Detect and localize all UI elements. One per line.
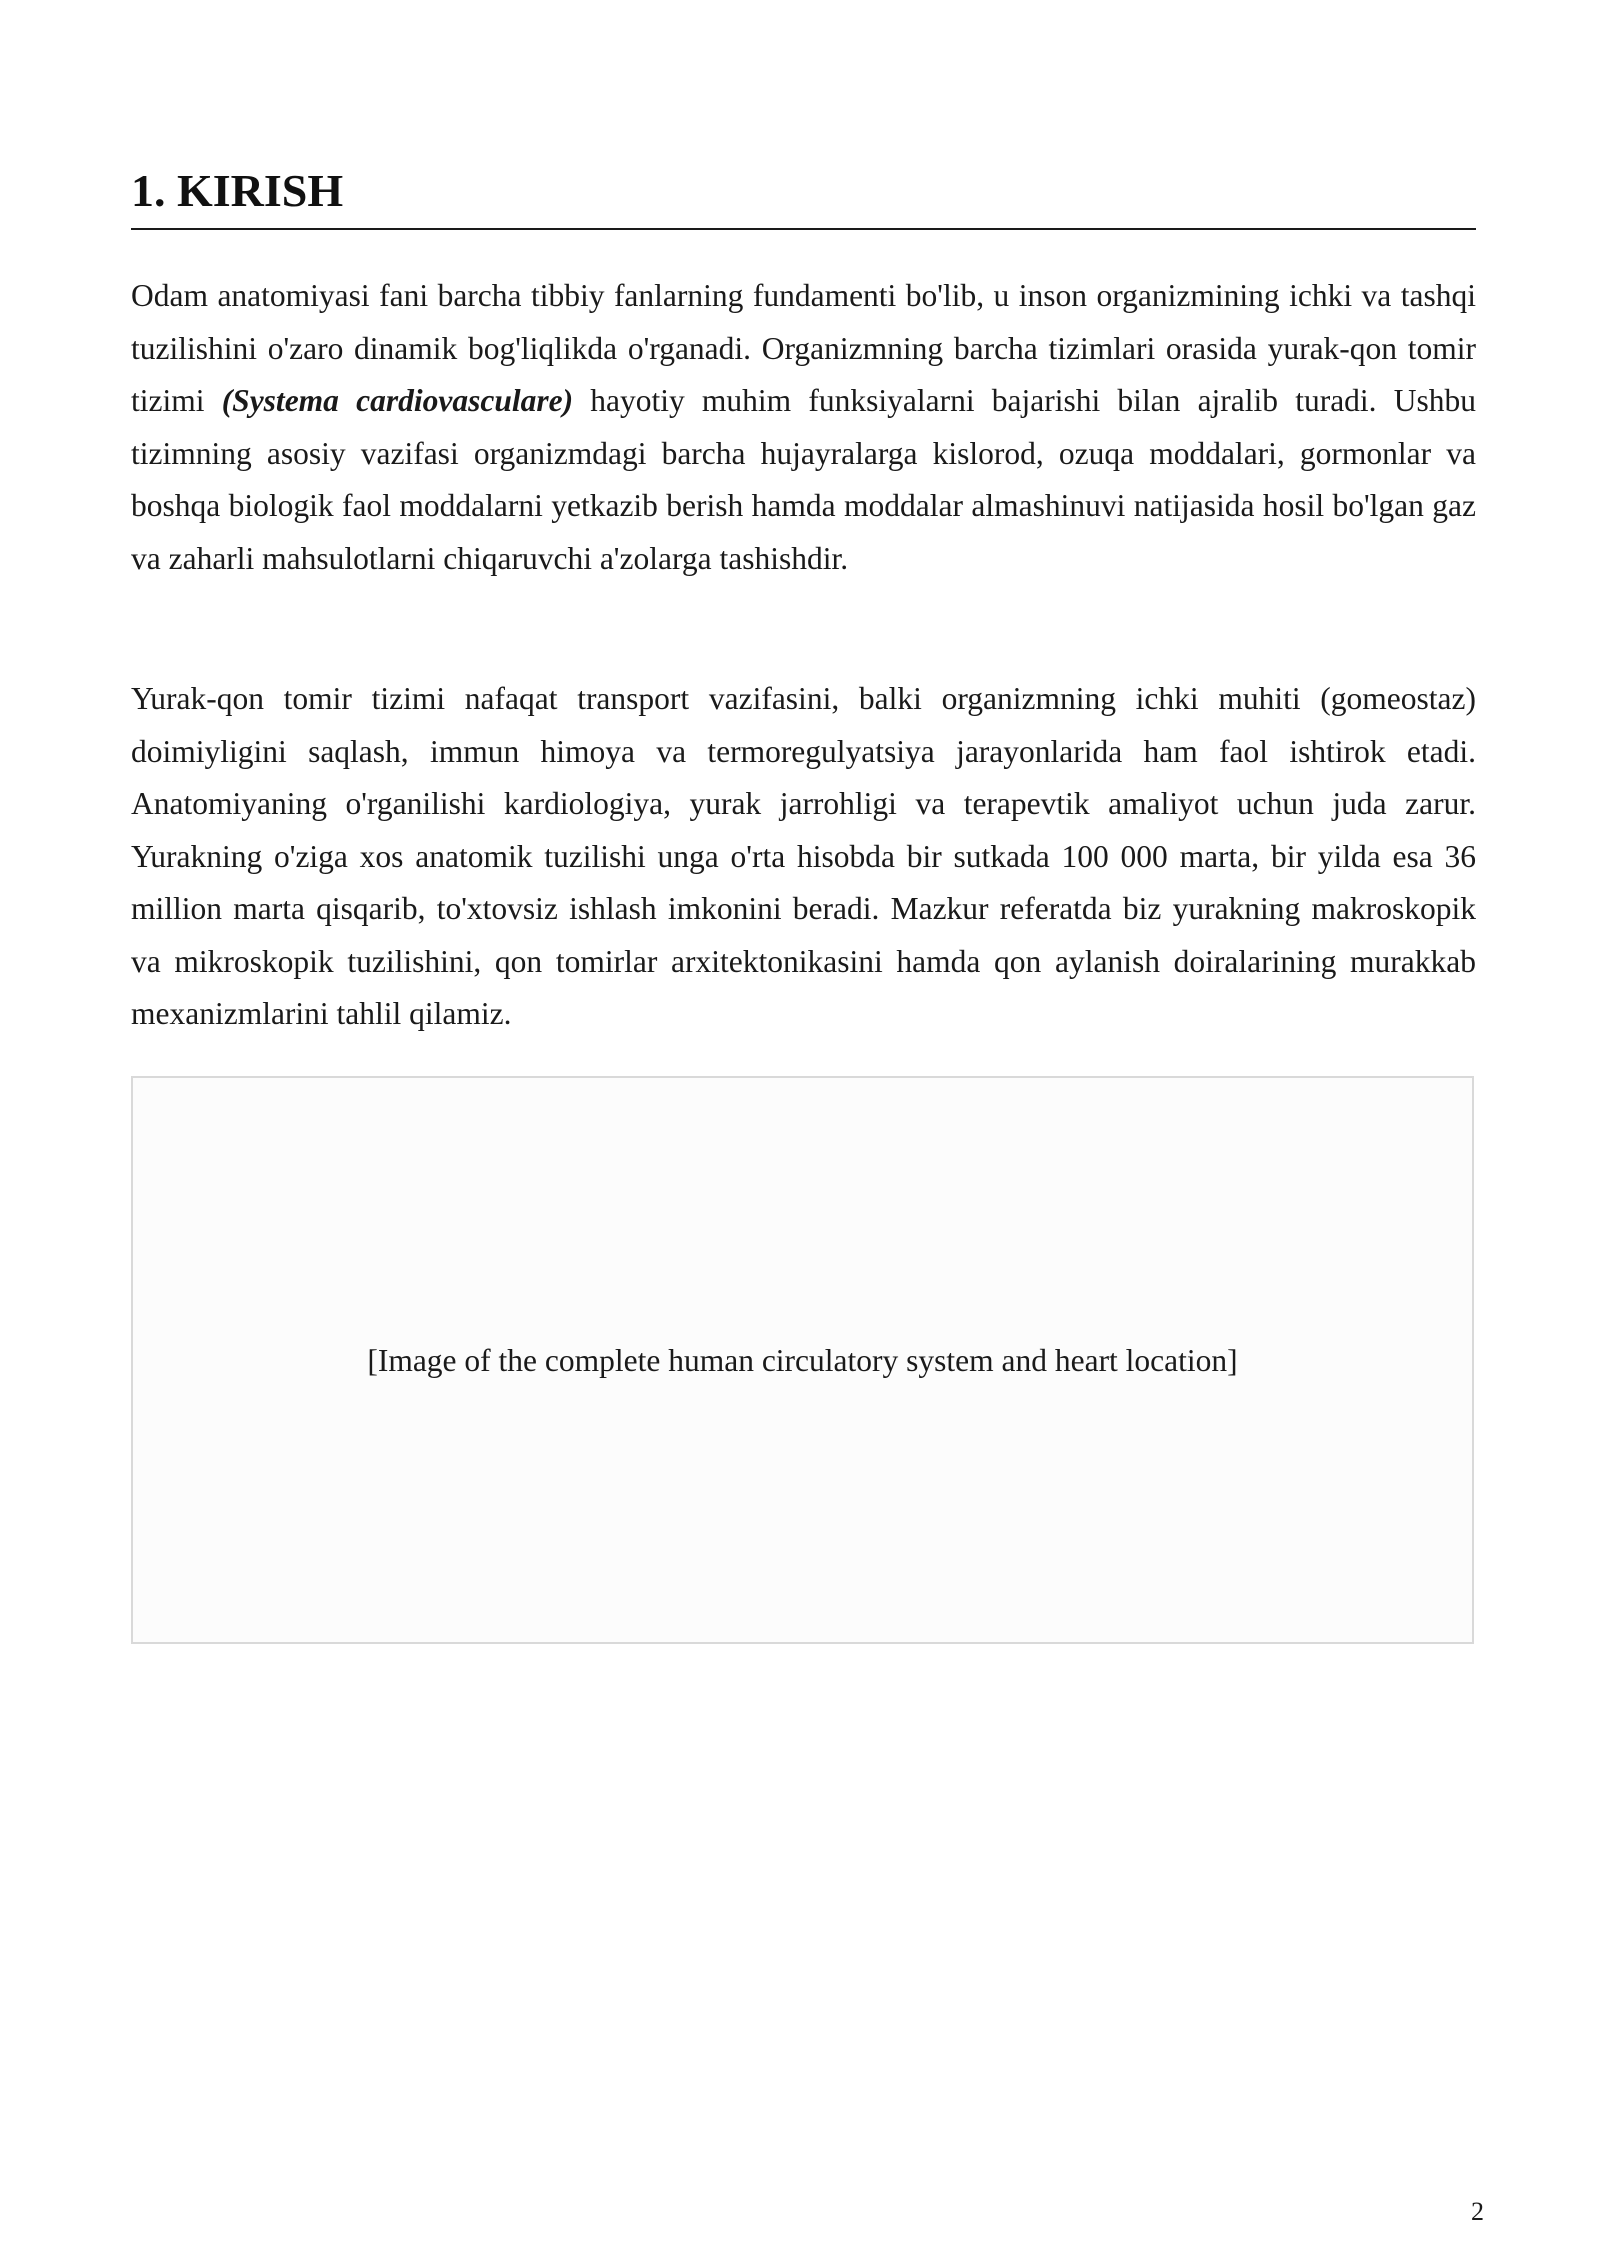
intro-paragraph-1 [131,270,1476,585]
paragraph-text: hayotiy muhim funksiyalarni bajarishi bilan ajralib turadi. Ushbu tizimning asosiy vazifasi organizmdagi barcha hujayralarga kislorod, ozuqa moddalari, gormonlar va boshqa biologik faol moddalarni yetkazib berish hamda moddalar almashinuvi natijasida hosil bo'lgan gaz va zaharli mahsulotlarni chiqaruvchi a'zolarga tashishdir. [131,383,1476,576]
section-heading: 1. KIRISH [131,163,1476,230]
image-placeholder-caption: [Image of the complete human circulatory system and heart location] [367,1343,1238,1378]
image-placeholder [131,1076,1474,1644]
latin-term: (Systema cardiovasculare) [221,383,574,418]
paragraph-text: Odam anatomiyasi fani barcha tibbiy fanlarning fundamenti bo'lib, u inson organizmining ichki va tashqi tuzilishini o'zaro dinamik bog'liqlikda o'rganadi. Organizmning barcha tizimlari orasida yurak-qon tomir tizimi [131,278,1476,418]
intro-paragraph-2: Yurak-qon tomir tizimi nafaqat transport vazifasini, balki organizmning ichki muhiti (gomeostaz) doimiyligini saqlash, immun himoya va termoregulyatsiya jarayonlarida ham faol ishtirok etadi. Anatomiyaning o'rganilishi kardiologiya, yurak jarrohligi va terapevtik amaliyot uchun juda zarur. Yurakning o'ziga xos anatomik tuzilishi unga o'rta hisobda bir sutkada 100 000 marta, bir yilda esa 36 million marta qisqarib, to'xtovsiz ishlash imkonini beradi. Mazkur referatda biz yurakning makroskopik va mikroskopik tuzilishini, qon tomirlar arxitektonikasini hamda qon aylanish doiralarining murakkab mexanizmlarini tahlil qilamiz. [131,681,1476,1031]
page-number: 2 [1471,2197,1484,2226]
